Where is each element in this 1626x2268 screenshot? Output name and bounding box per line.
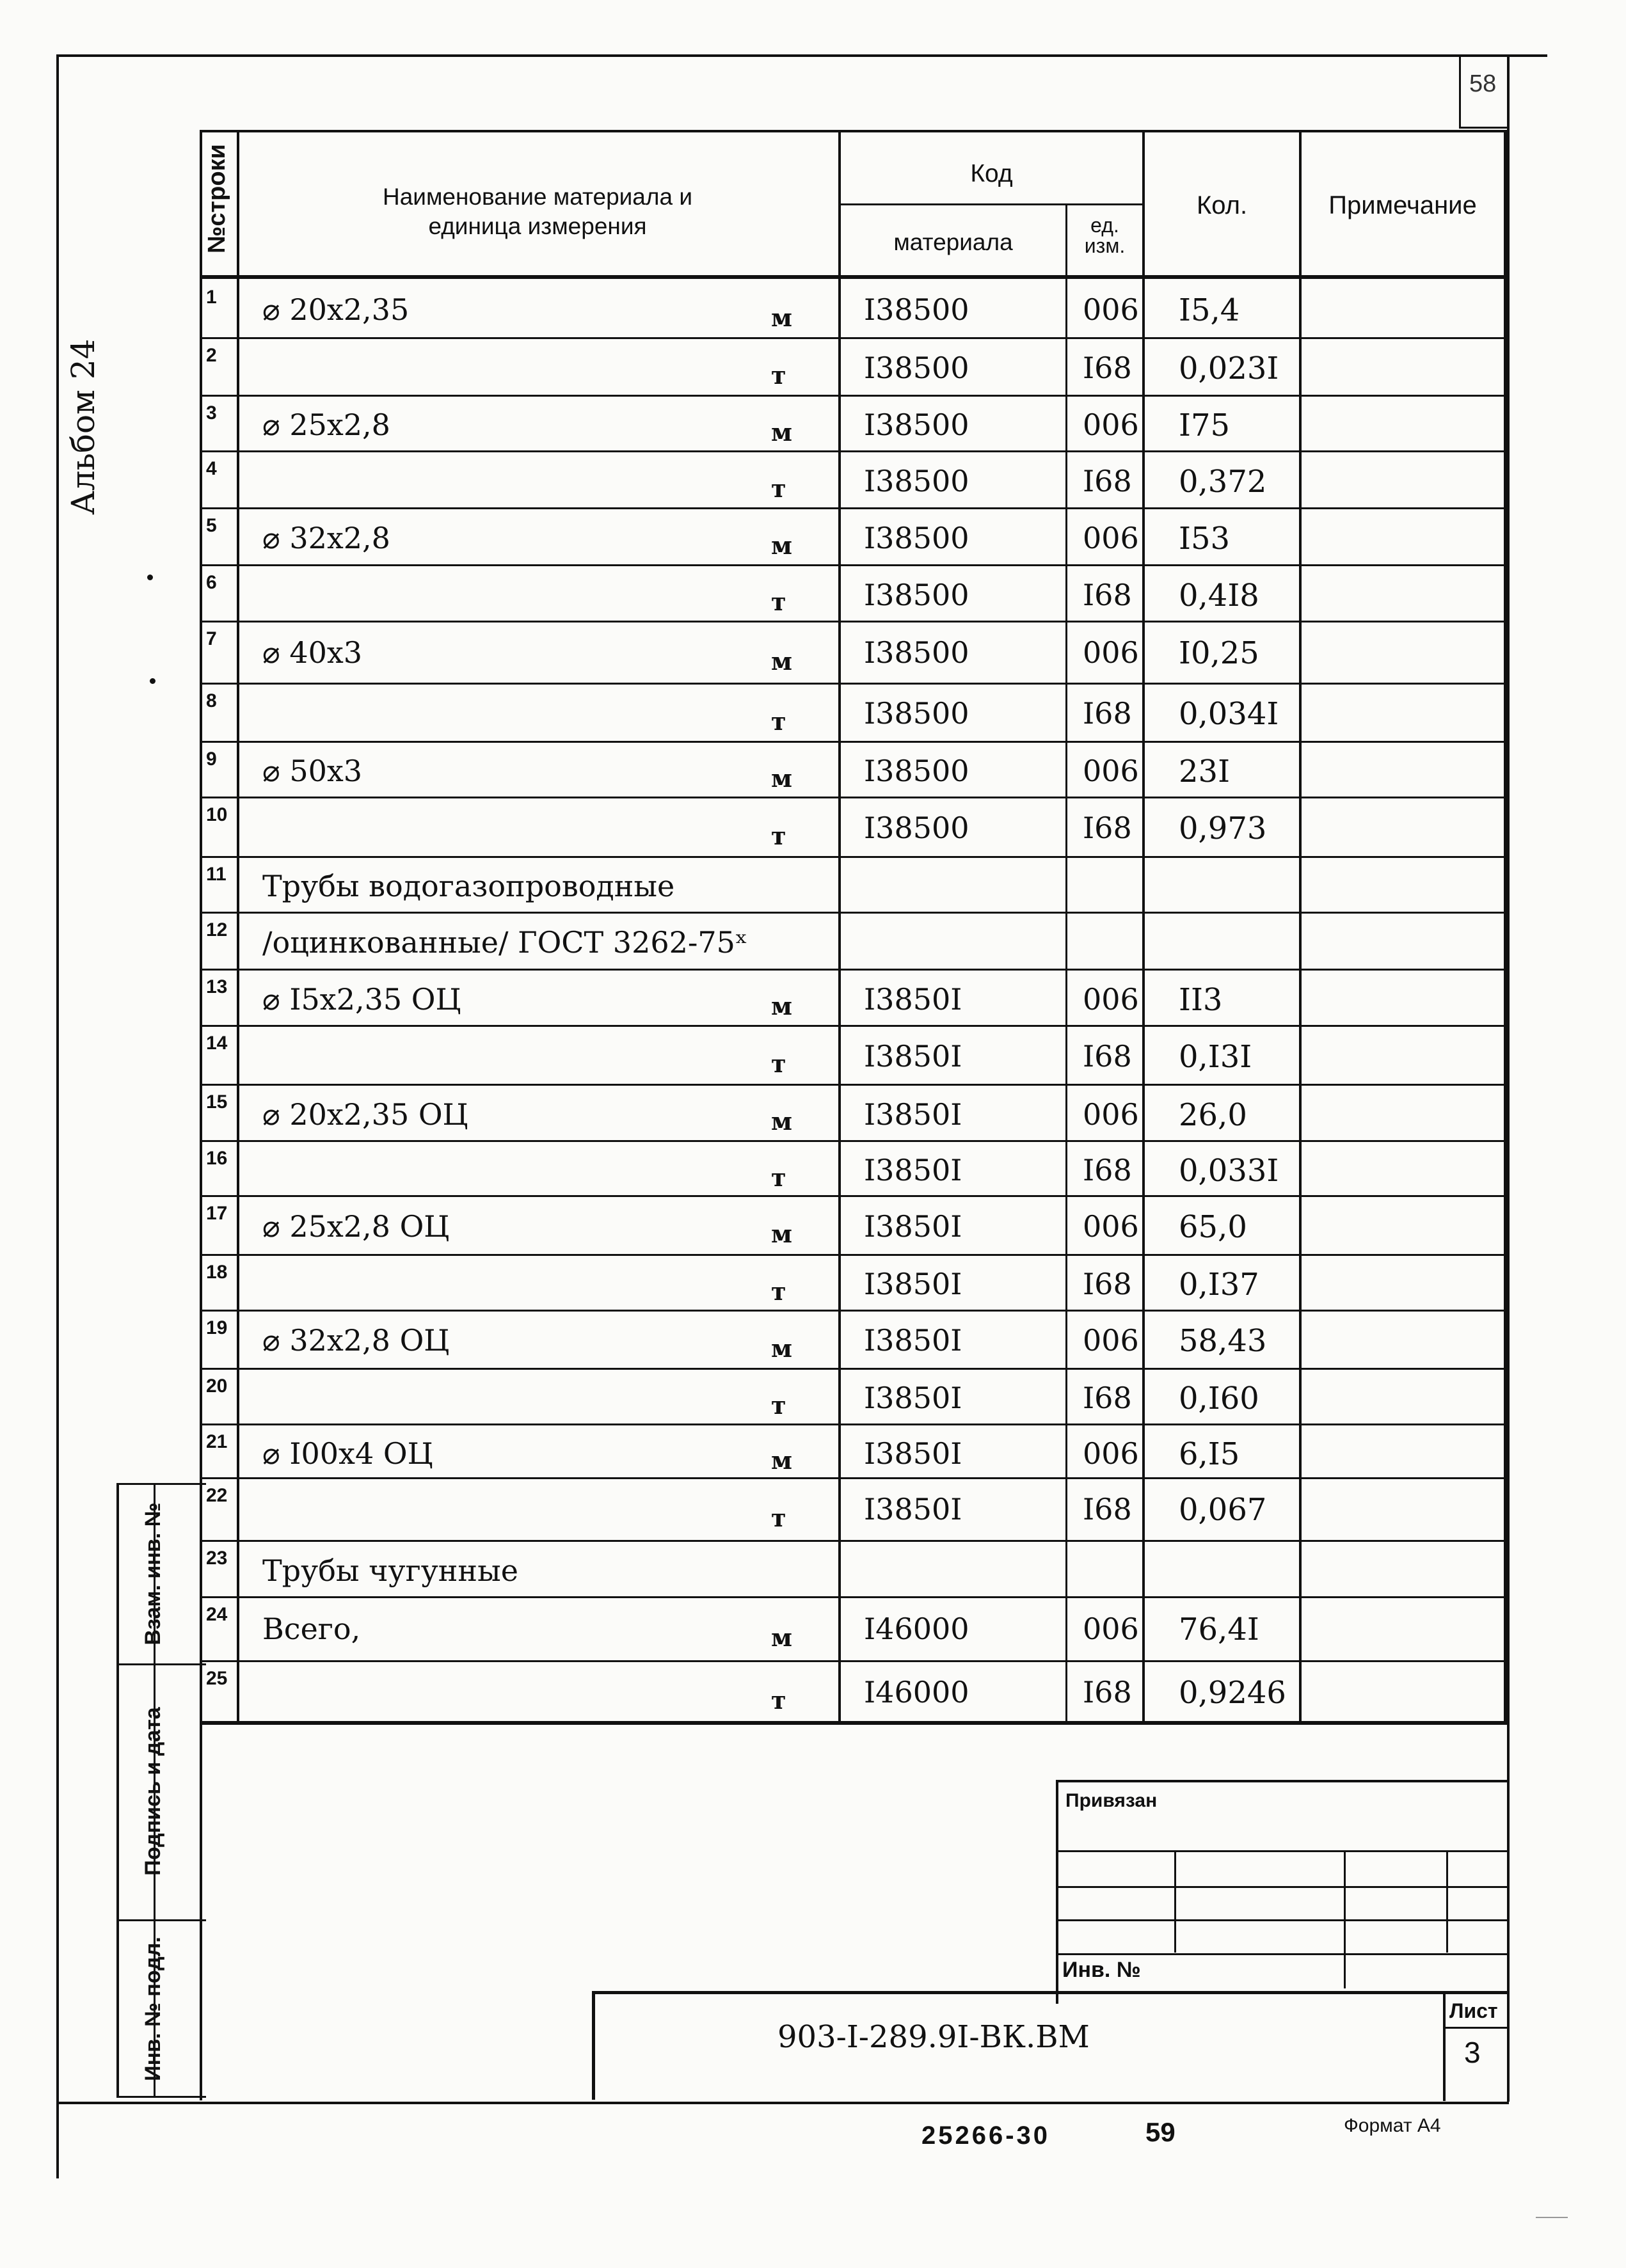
unit: т xyxy=(771,1391,786,1420)
unit: т xyxy=(771,1163,786,1192)
row-number: 25 xyxy=(206,1668,228,1689)
material-code: I3850I xyxy=(864,982,962,1017)
unit-code: I68 xyxy=(1083,578,1132,612)
material-code: I38500 xyxy=(864,408,969,442)
quantity: 65,0 xyxy=(1179,1209,1247,1245)
unit: м xyxy=(771,647,793,676)
quantity: 6,I5 xyxy=(1179,1436,1240,1472)
row-divider xyxy=(202,969,1505,971)
row-number: 12 xyxy=(206,919,228,940)
unit: м xyxy=(771,1446,793,1475)
row-divider xyxy=(202,1025,1505,1027)
header-name: Наименование материала и единица измерения xyxy=(382,184,693,240)
quantity: 58,43 xyxy=(1179,1323,1267,1359)
material-code: I3850I xyxy=(864,1323,962,1358)
row-number: 9 xyxy=(206,749,217,770)
row-divider xyxy=(202,450,1505,452)
material-code: I38500 xyxy=(864,578,969,612)
unit: м xyxy=(771,418,793,447)
unit-code: 006 xyxy=(1083,1323,1139,1358)
row-number: 10 xyxy=(206,804,228,825)
row-divider xyxy=(202,683,1505,685)
unit: м xyxy=(771,531,793,560)
row-divider xyxy=(202,1660,1505,1662)
sheet-number: 3 xyxy=(1464,2036,1481,2069)
row-divider xyxy=(202,912,1505,914)
unit-code: 006 xyxy=(1083,1436,1139,1471)
unit-code: I68 xyxy=(1083,351,1132,385)
bullet-dot xyxy=(150,678,155,684)
row-divider xyxy=(202,1254,1505,1256)
row-number: 23 xyxy=(206,1548,228,1569)
quantity: 0,I60 xyxy=(1179,1381,1259,1416)
row-divider xyxy=(202,797,1505,798)
row-divider xyxy=(202,1477,1505,1479)
inv-no-label: Инв. № xyxy=(1062,1958,1141,1982)
quantity: 76,4I xyxy=(1179,1612,1259,1647)
order-number: 25266-30 xyxy=(921,2121,1051,2150)
quantity: 0,067 xyxy=(1179,1492,1267,1528)
unit-code: 006 xyxy=(1083,1209,1139,1244)
material-name: /оцинкованные/ ГОСТ 3262-75ˣ xyxy=(262,925,748,960)
unit: т xyxy=(771,821,786,850)
unit-code: 006 xyxy=(1083,635,1139,670)
material-name: ⌀ 40х3 xyxy=(262,635,363,670)
row-number: 14 xyxy=(206,1033,228,1054)
quantity: I53 xyxy=(1179,521,1231,557)
row-divider xyxy=(202,856,1505,858)
row-divider xyxy=(202,1368,1505,1370)
row-number: 15 xyxy=(206,1091,228,1113)
quantity: 0,033I xyxy=(1179,1153,1279,1189)
unit-code: I68 xyxy=(1083,696,1132,731)
row-number: 16 xyxy=(206,1148,228,1169)
page-box-left xyxy=(1459,54,1461,128)
unit-code: I68 xyxy=(1083,1675,1132,1709)
unit-code: I68 xyxy=(1083,811,1132,845)
row-divider xyxy=(202,1195,1505,1197)
material-code: I3850I xyxy=(864,1267,962,1301)
quantity: 0,372 xyxy=(1179,464,1267,500)
row-number: 20 xyxy=(206,1376,228,1397)
quantity: I0,25 xyxy=(1179,635,1259,671)
row-number: 18 xyxy=(206,1262,228,1283)
row-divider xyxy=(202,507,1505,509)
unit-code: I68 xyxy=(1083,1381,1132,1415)
header-code-unit: ед. изм. xyxy=(1084,214,1126,257)
unit: т xyxy=(771,707,786,736)
unit-code: I68 xyxy=(1083,1153,1132,1187)
material-code: I3850I xyxy=(864,1209,962,1244)
material-name: ⌀ I5х2,35 ОЦ xyxy=(262,982,461,1017)
material-code: I3850I xyxy=(864,1436,962,1471)
header-code-material: материала xyxy=(893,229,1013,255)
row-divider xyxy=(202,1310,1505,1312)
unit: м xyxy=(771,1107,793,1136)
row-number: 3 xyxy=(206,402,217,424)
material-name: ⌀ 20х2,35 xyxy=(262,292,410,327)
unit: т xyxy=(771,1503,786,1532)
material-code: I38500 xyxy=(864,292,969,327)
frame-bottom xyxy=(56,2102,1509,2104)
unit: т xyxy=(771,587,786,616)
bullet-dot xyxy=(147,575,153,580)
material-code: I38500 xyxy=(864,696,969,731)
quantity: 0,023I xyxy=(1179,351,1279,386)
material-code: I38500 xyxy=(864,521,969,555)
material-name: ⌀ 20х2,35 ОЦ xyxy=(262,1097,468,1132)
quantity: 0,I3I xyxy=(1179,1039,1252,1075)
row-divider xyxy=(202,1140,1505,1142)
unit-code: 006 xyxy=(1083,754,1139,788)
unit: т xyxy=(771,1686,786,1715)
quantity: 0,4I8 xyxy=(1179,578,1259,614)
row-number: 1 xyxy=(206,287,217,308)
page-box-bottom xyxy=(1459,127,1507,129)
row-divider xyxy=(202,741,1505,743)
quantity: I5,4 xyxy=(1179,292,1240,328)
material-name: ⌀ 32х2,8 ОЦ xyxy=(262,1323,450,1358)
quantity: 0,973 xyxy=(1179,811,1267,846)
unit: м xyxy=(771,1623,793,1652)
unit: м xyxy=(771,992,793,1020)
unit-code: I68 xyxy=(1083,1039,1132,1074)
row-number: 19 xyxy=(206,1317,228,1338)
row-divider xyxy=(202,621,1505,623)
quantity: 0,I37 xyxy=(1179,1267,1259,1303)
header-note: Примечание xyxy=(1328,191,1477,219)
scan-mark xyxy=(1536,2217,1568,2218)
sheet-label: Лист xyxy=(1449,1999,1498,2022)
document-code: 903-I-289.9I-ВК.ВМ xyxy=(777,2019,1090,2055)
row-number: 22 xyxy=(206,1485,228,1506)
material-name: ⌀ 32х2,8 xyxy=(262,521,390,555)
frame-top xyxy=(56,54,1547,57)
row-number: 11 xyxy=(206,864,227,885)
row-divider xyxy=(202,395,1505,397)
unit-code: 006 xyxy=(1083,292,1139,327)
unit: м xyxy=(771,303,793,332)
material-code: I3850I xyxy=(864,1492,962,1527)
format-label: Формат А4 xyxy=(1344,2115,1441,2136)
unit-code: 006 xyxy=(1083,1097,1139,1132)
row-number: 4 xyxy=(206,458,217,479)
unit: т xyxy=(771,474,786,503)
material-code: I38500 xyxy=(864,754,969,788)
row-number: 2 xyxy=(206,345,217,366)
quantity: 26,0 xyxy=(1179,1097,1247,1133)
quantity: 23I xyxy=(1179,754,1231,789)
row-divider xyxy=(202,1596,1505,1598)
row-divider xyxy=(202,564,1505,566)
row-divider xyxy=(202,1540,1505,1542)
quantity: II3 xyxy=(1179,982,1223,1018)
row-number: 8 xyxy=(206,690,217,711)
unit: м xyxy=(771,1219,793,1248)
unit-code: 006 xyxy=(1083,408,1139,442)
material-code: I38500 xyxy=(864,464,969,498)
row-number: 21 xyxy=(206,1431,228,1452)
material-name: ⌀ 25х2,8 ОЦ xyxy=(262,1209,450,1244)
header-code: Код xyxy=(970,160,1013,187)
stamp-signature-date: Подпись и дата xyxy=(141,1707,165,1876)
album-label: Альбом 24 xyxy=(65,338,102,515)
material-name: ⌀ 25х2,8 xyxy=(262,408,390,442)
row-number: 5 xyxy=(206,515,217,536)
row-number: 7 xyxy=(206,628,217,649)
frame-left xyxy=(56,54,59,2178)
header-row-no: №строки xyxy=(203,144,230,253)
material-code: I38500 xyxy=(864,811,969,845)
material-code: I3850I xyxy=(864,1097,962,1132)
unit-code: I68 xyxy=(1083,1492,1132,1527)
material-code: I3850I xyxy=(864,1381,962,1415)
unit: м xyxy=(771,764,793,793)
unit: т xyxy=(771,1049,786,1078)
row-divider xyxy=(202,337,1505,339)
row-divider xyxy=(202,1423,1505,1425)
stamp-replacement-inv: Взам. инв. № xyxy=(141,1502,165,1645)
unit-code: 006 xyxy=(1083,1612,1139,1646)
material-name: ⌀ 50х3 xyxy=(262,754,363,788)
row-number: 24 xyxy=(206,1604,228,1625)
attached-label: Привязан xyxy=(1065,1790,1158,1811)
quantity: I75 xyxy=(1179,408,1231,443)
unit: м xyxy=(771,1334,793,1363)
unit-code: 006 xyxy=(1083,982,1139,1017)
material-code: I3850I xyxy=(864,1039,962,1074)
material-code: I46000 xyxy=(864,1612,969,1646)
material-code: I38500 xyxy=(864,635,969,670)
unit: т xyxy=(771,1277,786,1306)
quantity: 0,9246 xyxy=(1179,1675,1286,1711)
unit-code: 006 xyxy=(1083,521,1139,555)
material-code: I3850I xyxy=(864,1153,962,1187)
row-number: 13 xyxy=(206,976,228,997)
unit: т xyxy=(771,361,786,390)
material-code: I46000 xyxy=(864,1675,969,1709)
material-name: Трубы водогазопроводные xyxy=(262,869,675,903)
page-mark: 59 xyxy=(1145,2117,1176,2147)
row-divider xyxy=(202,1084,1505,1086)
stamp-original-inv: Инв. № подл. xyxy=(141,1937,165,2081)
material-name: ⌀ I00х4 ОЦ xyxy=(262,1436,433,1471)
quantity: 0,034I xyxy=(1179,696,1279,732)
material-code: I38500 xyxy=(864,351,969,385)
unit-code: I68 xyxy=(1083,464,1132,498)
material-name: Трубы чугунные xyxy=(262,1553,518,1588)
unit-code: I68 xyxy=(1083,1267,1132,1301)
material-name: Всего, xyxy=(262,1612,361,1646)
page-number: 58 xyxy=(1469,70,1497,97)
row-number: 17 xyxy=(206,1203,228,1224)
row-number: 6 xyxy=(206,572,217,593)
header-qty: Кол. xyxy=(1196,191,1248,219)
